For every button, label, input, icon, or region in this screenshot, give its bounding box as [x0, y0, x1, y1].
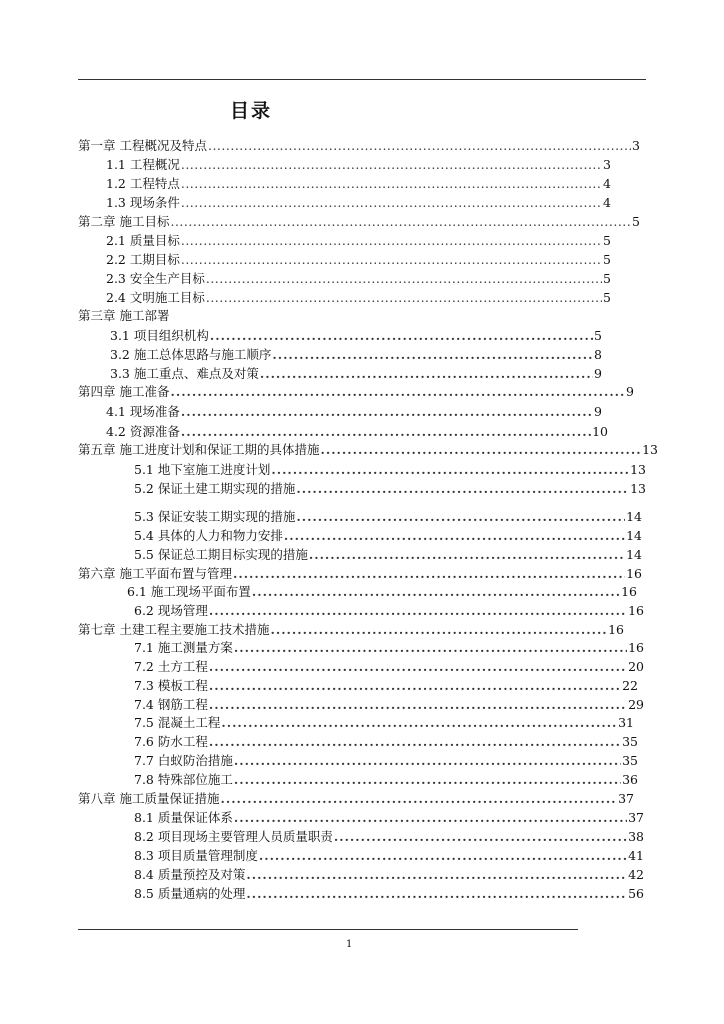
toc-entry[interactable]	[78, 621, 624, 639]
footer-rule	[78, 929, 578, 930]
toc-entry[interactable]	[134, 828, 644, 846]
toc-entry-page: 16	[608, 622, 624, 637]
toc-entry-page: 5	[594, 328, 602, 343]
toc-entry-label: 第七章 土建工程主要施工技术措施	[78, 622, 270, 637]
toc-entry[interactable]	[134, 658, 644, 676]
toc-leader-dots	[234, 752, 621, 770]
toc-entry-page: 4	[603, 195, 611, 210]
toc-entry-label: 7.3 模板工程	[134, 678, 208, 693]
toc-entry-label: 8.2 项目现场主要管理人员质量职责	[134, 829, 333, 844]
toc-leader-dots	[209, 677, 621, 695]
toc-leader-dots	[246, 885, 627, 903]
toc-leader-dots	[246, 866, 627, 884]
toc-entry-label: 7.4 钢筋工程	[134, 697, 208, 712]
toc-entry-label: 5.5 保证总工期目标实现的措施	[134, 547, 308, 562]
toc-entry-page: 16	[626, 566, 642, 581]
toc-entry-label: 第一章 工程概况及特点	[78, 138, 207, 153]
toc-leader-dots	[181, 175, 602, 193]
toc-entry[interactable]	[78, 565, 642, 583]
toc-entry-label: 4.2 资源准备	[106, 424, 180, 439]
toc-entry-page: 42	[628, 867, 644, 882]
toc-entry-page: 5	[603, 290, 611, 305]
toc-entry-label: 第八章 施工质量保证措施	[78, 791, 220, 806]
toc-entry-label: 8.1 质量保证体系	[134, 810, 233, 825]
toc-entry-label: 8.3 项目质量管理制度	[134, 848, 258, 863]
toc-leader-dots	[284, 527, 625, 545]
toc-leader-dots	[181, 232, 602, 250]
toc-leader-dots	[252, 583, 620, 601]
toc-entry-page: 22	[622, 678, 638, 693]
toc-entry[interactable]	[110, 327, 602, 345]
toc-entry-page: 10	[592, 424, 608, 439]
toc-entry[interactable]	[106, 423, 608, 441]
toc-leader-dots	[271, 461, 629, 479]
toc-leader-dots	[181, 423, 591, 441]
toc-entry-label: 7.1 施工测量方案	[134, 640, 233, 655]
page-number: 1	[346, 939, 353, 950]
toc-leader-dots	[209, 733, 621, 751]
toc-entry-page: 35	[622, 753, 638, 768]
toc-entry[interactable]	[78, 137, 640, 155]
toc-leader-dots	[210, 327, 593, 345]
toc-entry-page: 16	[621, 584, 637, 599]
toc-entry[interactable]	[134, 461, 646, 479]
toc-entry-page: 13	[630, 462, 646, 477]
toc-entry[interactable]	[134, 866, 644, 884]
toc-entry-page: 20	[628, 659, 644, 674]
toc-entry-page: 16	[628, 640, 644, 655]
toc-entry-page: 5	[632, 214, 640, 229]
toc-entry[interactable]	[78, 307, 278, 325]
toc-entry-label: 7.7 白蚁防治措施	[134, 753, 233, 768]
toc-leader-dots	[234, 809, 627, 827]
toc-entry[interactable]	[127, 583, 637, 601]
toc-entry[interactable]	[134, 602, 644, 620]
toc-leader-dots	[259, 847, 627, 865]
toc-entry-page: 3	[603, 157, 611, 172]
toc-entry[interactable]	[134, 847, 644, 865]
toc-entry[interactable]	[134, 677, 638, 695]
toc-entry-page: 56	[628, 886, 644, 901]
toc-entry[interactable]	[78, 383, 634, 401]
toc-entry[interactable]	[106, 289, 611, 307]
toc-leader-dots	[220, 790, 617, 808]
toc-entry-label: 6.1 施工现场平面布置	[127, 584, 251, 599]
toc-entry[interactable]	[106, 403, 602, 421]
toc-entry-label: 8.4 质量预控及对策	[134, 867, 246, 882]
toc-entry-label: 8.5 质量通病的处理	[134, 886, 246, 901]
toc-entry-label: 5.4 具体的人力和物力安排	[134, 528, 283, 543]
toc-entry-label: 7.8 特殊部位施工	[134, 772, 233, 787]
toc-entry-page: 4	[603, 176, 611, 191]
toc-entry-label: 3.2 施工总体思路与施工顺序	[110, 347, 272, 362]
toc-leader-dots	[209, 696, 627, 714]
toc-entry-label: 2.3 安全生产目标	[106, 271, 205, 286]
toc-entry[interactable]	[110, 346, 602, 364]
toc-entry-page: 37	[628, 810, 644, 825]
toc-entry-page: 13	[630, 481, 646, 496]
toc-entry-page: 13	[642, 442, 658, 457]
toc-entry-label: 3.3 施工重点、难点及对策	[110, 366, 259, 381]
toc-leader-dots	[209, 602, 627, 620]
toc-entry[interactable]	[134, 546, 642, 564]
toc-entry-label: 2.4 文明施工目标	[106, 290, 205, 305]
toc-leader-dots	[320, 441, 641, 459]
toc-entry-label: 5.2 保证土建工期实现的措施	[134, 481, 296, 496]
toc-entry-page: 9	[626, 384, 634, 399]
toc-entry-label: 1.1 工程概况	[106, 157, 180, 172]
toc-entry[interactable]	[134, 527, 642, 545]
toc-entry-label: 3.1 项目组织机构	[110, 328, 209, 343]
toc-entry[interactable]	[134, 508, 642, 526]
toc-entry[interactable]	[134, 809, 644, 827]
toc-leader-dots	[309, 546, 625, 564]
toc-entry-page: 14	[626, 547, 642, 562]
toc-entry[interactable]	[78, 213, 640, 231]
toc-leader-dots	[233, 565, 625, 583]
toc-entry-page: 16	[628, 603, 644, 618]
toc-leader-dots	[181, 194, 602, 212]
toc-entry-page: 5	[603, 233, 611, 248]
toc-entry-label: 第六章 施工平面布置与管理	[78, 566, 232, 581]
toc-leader-dots	[170, 383, 625, 401]
toc-entry[interactable]	[134, 714, 634, 732]
toc-leader-dots	[296, 508, 625, 526]
toc-leader-dots	[181, 156, 602, 174]
toc-entry[interactable]	[106, 175, 611, 193]
toc-entry-page: 9	[594, 404, 602, 419]
toc-entry[interactable]	[134, 885, 644, 903]
toc-entry-page: 5	[603, 271, 611, 286]
toc-entry[interactable]	[106, 156, 611, 174]
toc-leader-dots	[260, 365, 593, 383]
toc-entry[interactable]	[106, 232, 611, 250]
toc-entry-page: 38	[628, 829, 644, 844]
document-title: 目录	[230, 100, 273, 122]
toc-entry[interactable]	[134, 752, 638, 770]
toc-entry[interactable]	[106, 270, 611, 288]
toc-entry[interactable]	[134, 480, 646, 498]
toc-entry-label: 第二章 施工目标	[78, 214, 170, 229]
toc-entry-page: 5	[603, 252, 611, 267]
toc-leader-dots	[234, 639, 627, 657]
toc-entry-label: 2.2 工期目标	[106, 252, 180, 267]
toc-entry[interactable]	[134, 771, 638, 789]
toc-entry[interactable]	[134, 639, 644, 657]
toc-entry-label: 1.2 工程特点	[106, 176, 180, 191]
toc-entry-page: 8	[594, 347, 602, 362]
toc-entry-label: 第四章 施工准备	[78, 384, 170, 399]
toc-leader-dots	[270, 621, 607, 639]
toc-entry-label: 7.5 混凝土工程	[134, 715, 221, 730]
toc-leader-dots	[208, 137, 631, 155]
toc-entry-page: 14	[626, 509, 642, 524]
toc-entry[interactable]	[134, 696, 644, 714]
toc-entry-page: 29	[628, 697, 644, 712]
toc-entry-label: 5.3 保证安装工期实现的措施	[134, 509, 296, 524]
toc-entry-label: 第五章 施工进度计划和保证工期的具体措施	[78, 442, 320, 457]
toc-entry-label: 6.2 现场管理	[134, 603, 208, 618]
toc-leader-dots	[272, 346, 593, 364]
toc-leader-dots	[181, 251, 602, 269]
toc-entry[interactable]	[134, 733, 638, 751]
toc-entry[interactable]	[78, 790, 634, 808]
toc-entry-page: 31	[618, 715, 634, 730]
toc-leader-dots	[181, 403, 593, 421]
toc-entry-label: 第三章 施工部署	[78, 308, 170, 323]
toc-entry-page: 37	[618, 791, 634, 806]
toc-entry[interactable]	[106, 251, 611, 269]
toc-leader-dots	[170, 213, 631, 231]
toc-entry[interactable]	[106, 194, 611, 212]
toc-entry-page: 41	[628, 848, 644, 863]
toc-entry-page: 9	[594, 366, 602, 381]
toc-entry-page: 3	[632, 138, 640, 153]
toc-entry-label: 2.1 质量目标	[106, 233, 180, 248]
toc-leader-dots	[334, 828, 627, 846]
toc-entry[interactable]	[110, 365, 602, 383]
toc-leader-dots	[221, 714, 617, 732]
toc-entry-label: 4.1 现场准备	[106, 404, 180, 419]
toc-entry[interactable]	[78, 441, 658, 459]
toc-entry-page: 35	[622, 734, 638, 749]
toc-leader-dots	[206, 270, 602, 288]
toc-entry-label: 7.2 土方工程	[134, 659, 208, 674]
toc-leader-dots	[234, 771, 621, 789]
toc-entry-page: 36	[622, 772, 638, 787]
toc-entry-label: 5.1 地下室施工进度计划	[134, 462, 271, 477]
toc-entry-label: 1.3 现场条件	[106, 195, 180, 210]
toc-entry-label: 7.6 防水工程	[134, 734, 208, 749]
toc-leader-dots	[209, 658, 627, 676]
toc-leader-dots	[206, 289, 602, 307]
toc-leader-dots	[296, 480, 629, 498]
toc-entry-page: 14	[626, 528, 642, 543]
